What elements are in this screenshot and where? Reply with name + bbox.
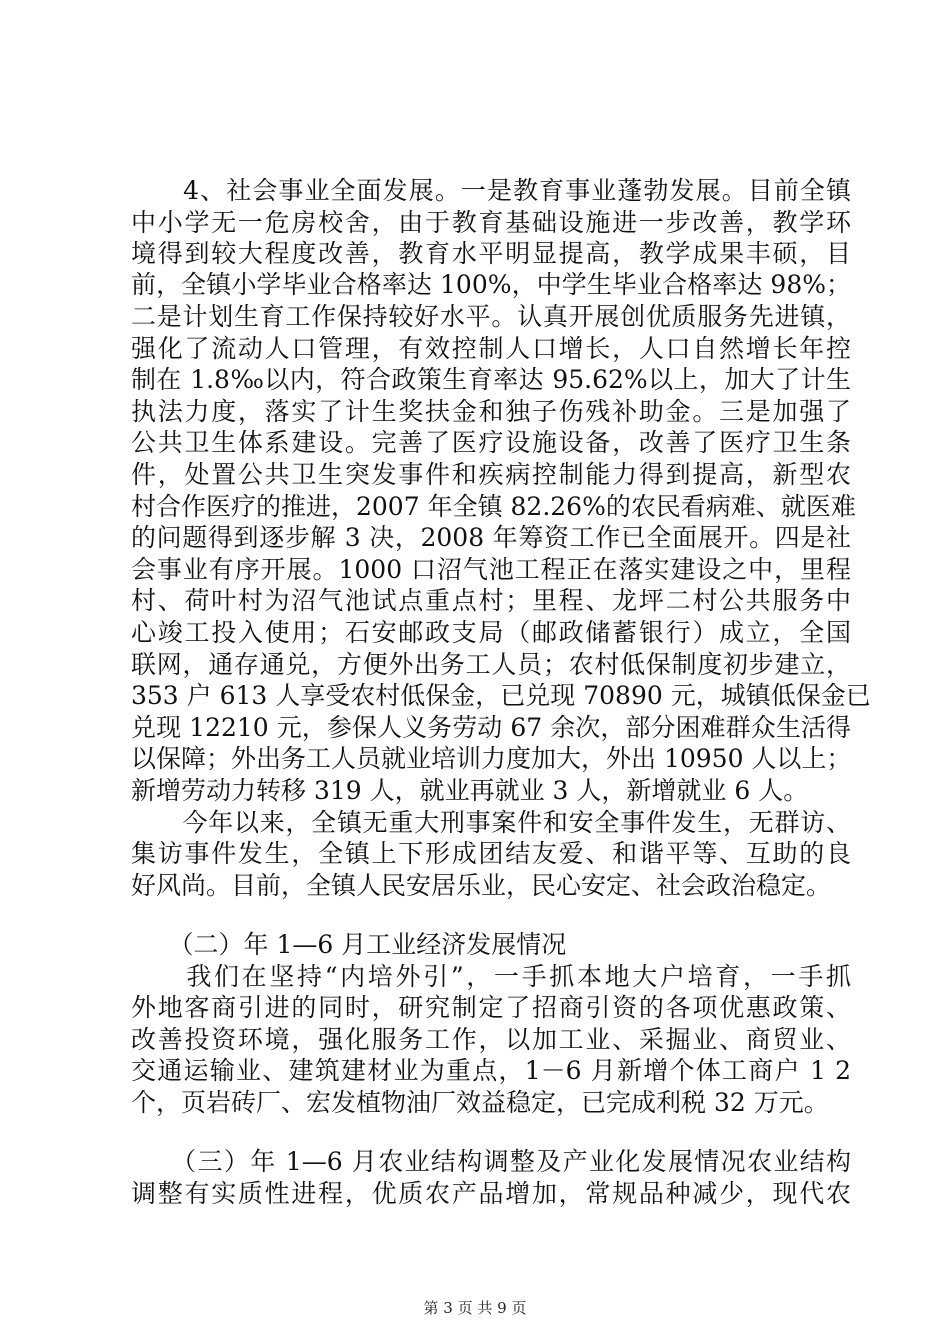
text-line: 353 户 613 人享受农村低保金，已兑现 70890 元，城镇低保金已 <box>131 681 871 710</box>
text-line: 今年以来，全镇无重大刑事案件和安全事件发生，无群访、 <box>131 808 851 837</box>
text-line: 外地客商引进的同时，研究制定了招商引资的各项优惠政策、 <box>131 993 851 1022</box>
text-line: 前，全镇小学毕业合格率达 100%，中学生毕业合格率达 98%； <box>131 270 851 299</box>
text-line: 执法力度，落实了计生奖扶金和独子伤残补助金。三是加强了 <box>131 397 851 426</box>
text-line: 交通运输业、建筑建材业为重点，1－6 月新增个体工商户 1 2 <box>131 1056 851 1085</box>
text-line: 的问题得到逐步解 3 决，2008 年筹资工作已全面展开。四是社 <box>131 523 851 552</box>
text-line: 心竣工投入使用；石安邮政支局（邮政储蓄银行）成立，全国 <box>131 618 851 647</box>
text-line: 联网，通存通兑，方便外出务工人员；农村低保制度初步建立， <box>131 650 851 679</box>
text-line: 兑现 12210 元，参保人义务劳动 67 余次，部分困难群众生活得 <box>131 713 851 742</box>
text-line: 调整有实质性进程，优质农产品增加，常规品种减少，现代农 <box>131 1179 851 1208</box>
text-line: 会事业有序开展。1000 口沼气池工程正在落实建设之中，里程 <box>131 555 851 584</box>
text-line: 二是计划生育工作保持较好水平。认真开展创优质服务先进镇， <box>131 302 851 331</box>
text-line: 4、社会事业全面发展。一是教育事业蓬勃发展。目前全镇 <box>131 176 851 205</box>
text-line: 我们在坚持“内培外引”，一手抓本地大户培育，一手抓 <box>131 962 851 991</box>
text-line: 件，处置公共卫生突发事件和疾病控制能力得到提高，新型农 <box>131 460 851 489</box>
text-line: 新增劳动力转移 319 人，就业再就业 3 人，新增就业 6 人。 <box>131 776 809 805</box>
text-line: 境得到较大程度改善，教育水平明显提高，教学成果丰硕，目 <box>131 239 851 268</box>
text-line: 制在 1.8‰以内，符合政策生育率达 95.62%以上，加大了计生 <box>131 365 851 394</box>
text-line: 好风尚。目前，全镇人民安居乐业，民心安定、社会政治稳定。 <box>131 871 832 900</box>
text-line: 以保障；外出务工人员就业培训力度加大，外出 10950 人以上； <box>131 744 852 773</box>
text-line: 集访事件发生，全镇上下形成团结友爱、和谐平等、互助的良 <box>131 839 851 868</box>
text-line: 中小学无一危房校舍，由于教育基础设施进一步改善，教学环 <box>131 208 851 237</box>
text-line: 改善投资环境，强化服务工作，以加工业、采掘业、商贸业、 <box>131 1025 851 1054</box>
page-footer: 第 3 页 共 9 页 <box>423 1299 527 1317</box>
text-line: 强化了流动人口管理，有效控制人口增长，人口自然增长年控 <box>131 334 851 363</box>
text-line: 村、荷叶村为沼气池试点重点村；里程、龙坪二村公共服务中 <box>131 586 851 615</box>
text-line: 个，页岩砖厂、宏发植物油厂效益稳定，已完成利税 32 万元。 <box>131 1088 829 1117</box>
section-heading: （二）年 1—6 月工业经济发展情况 <box>131 930 567 959</box>
section-heading: （三）年 1—6 月农业结构调整及产业化发展情况农业结构 <box>131 1147 851 1176</box>
text-line: 公共卫生体系建设。完善了医疗设施设备，改善了医疗卫生条 <box>131 428 851 457</box>
text-line: 村合作医疗的推进，2007 年全镇 82.26%的农民看病难、就医难 <box>131 492 856 521</box>
